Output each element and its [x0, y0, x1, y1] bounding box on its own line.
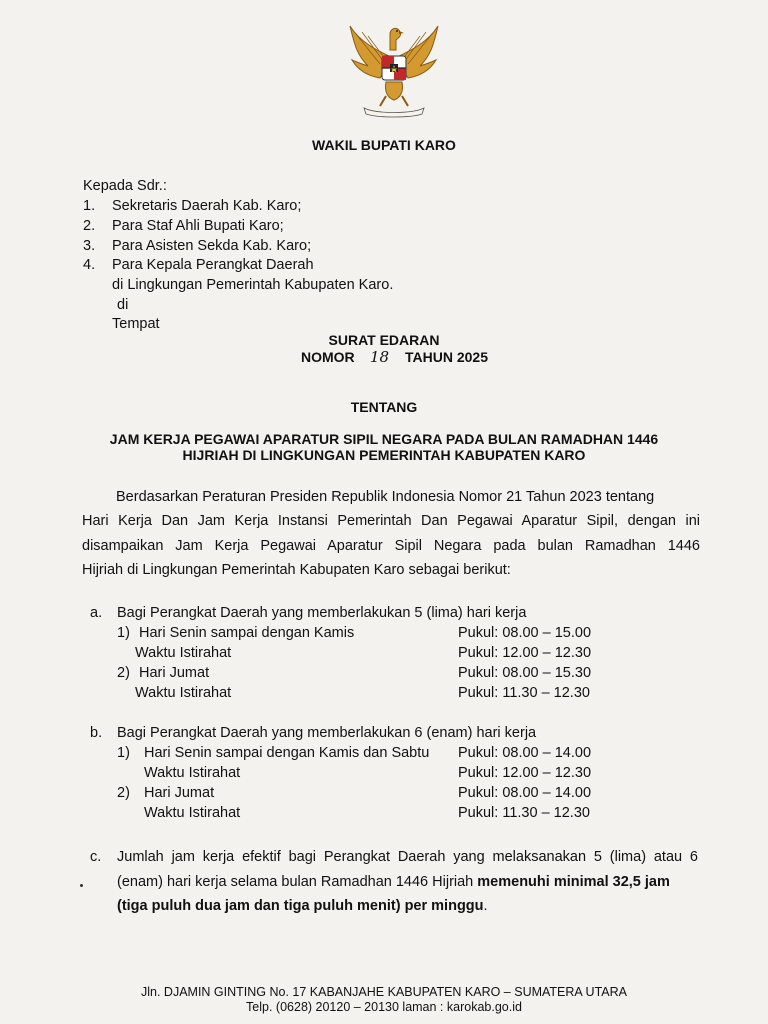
schedule-time: Pukul: 12.00 – 12.30: [458, 765, 592, 781]
recipient-item: Para Staf Ahli Bupati Karo;: [112, 218, 284, 234]
subject-line-1: JAM KERJA PEGAWAI APARATUR SIPIL NEGARA PADA BULAN RAMADHAN 1446: [109, 431, 659, 447]
section-title: Bagi Perangkat Daerah yang memberlakukan 5 (lima) hari kerja: [117, 605, 527, 621]
section-marker: b.: [90, 725, 103, 741]
schedule-number: 1): [117, 625, 130, 641]
schedule-time: Pukul: 12.00 – 12.30: [458, 645, 592, 661]
body-paragraph: [82, 485, 700, 583]
recipient-item-continuation: di Lingkungan Pemerintah Kabupaten Karo.: [112, 277, 394, 293]
letter-type: SURAT EDARAN: [328, 332, 440, 348]
section-c-line-2: [117, 874, 670, 890]
schedule-label: Hari Senin sampai dengan Kamis dan Sabtu: [144, 745, 430, 761]
recipient-tempat: Tempat: [112, 316, 160, 332]
recipient-number: 1.: [83, 198, 96, 214]
section-c-text: (enam) hari kerja selama bulan Ramadhan 1446 Hijriah: [117, 874, 478, 890]
schedule-time: Pukul: 08.00 – 14.00: [458, 745, 592, 761]
letter-number-label: NOMOR: [301, 349, 355, 365]
speck-mark: [80, 884, 83, 887]
section-c-line-3: [117, 898, 488, 914]
schedule-label: Hari Jumat: [139, 665, 210, 681]
schedule-label: Hari Senin sampai dengan Kamis: [139, 625, 355, 641]
schedule-number: 2): [117, 665, 130, 681]
schedule-time: Pukul: 08.00 – 14.00: [458, 785, 592, 801]
schedule-time: Pukul: 11.30 – 12.30: [458, 685, 590, 701]
section-marker: c.: [90, 849, 102, 865]
footer-contact: Telp. (0628) 20120 – 20130 laman : karokab.go.id: [246, 1000, 522, 1014]
schedule-number: 1): [117, 745, 130, 761]
recipient-number: 3.: [83, 238, 96, 254]
recipient-item: Para Kepala Perangkat Daerah: [112, 257, 314, 273]
section-title: Bagi Perangkat Daerah yang memberlakukan 6 (enam) hari kerja: [117, 725, 537, 741]
schedule-time: Pukul: 08.00 – 15.00: [458, 625, 592, 641]
footer-address: Jln. DJAMIN GINTING No. 17 KABANJAHE KABUPATEN KARO – SUMATERA UTARA: [141, 985, 627, 999]
recipient-number: 2.: [83, 218, 96, 234]
recipient-item: Para Asisten Sekda Kab. Karo;: [112, 238, 312, 254]
paragraph-line: disampaikan Jam Kerja Pegawai Aparatur Sipil Negara pada bulan Ramadhan 1446: [82, 537, 700, 554]
tentang-heading: TENTANG: [350, 399, 418, 415]
schedule-label: Waktu Istirahat: [144, 765, 241, 781]
recipients-intro: Kepada Sdr.:: [83, 178, 167, 194]
schedule-label: Waktu Istirahat: [135, 645, 232, 661]
schedule-time: Pukul: 11.30 – 12.30: [458, 805, 590, 821]
issuer-title: WAKIL BUPATI KARO: [312, 137, 456, 153]
section-c-emphasis: memenuhi minimal 32,5 jam: [477, 874, 670, 890]
paragraph-line: Berdasarkan Peraturan Presiden Republik Indonesia Nomor 21 Tahun 2023 tentang: [116, 489, 655, 505]
paragraph-line: Hijriah di Lingkungan Pemerintah Kabupaten Karo sebagai berikut:: [82, 562, 511, 579]
recipient-item: Sekretaris Daerah Kab. Karo;: [112, 198, 302, 214]
schedule-label: Waktu Istirahat: [135, 685, 232, 701]
recipient-number: 4.: [83, 257, 96, 273]
section-c-line-1: Jumlah jam kerja efektif bagi Perangkat Daerah yang melaksanakan 5 (lima) atau 6: [117, 849, 698, 865]
subject-line-2: HIJRIAH DI LINGKUNGAN PEMERINTAH KABUPATEN KARO: [182, 447, 586, 463]
schedule-number: 2): [117, 785, 130, 801]
schedule-label: Waktu Istirahat: [144, 805, 241, 821]
garuda-emblem-icon: [346, 20, 442, 120]
schedule-time: Pukul: 08.00 – 15.30: [458, 665, 592, 681]
section-c-text: .: [483, 898, 488, 914]
recipient-di: di: [117, 297, 129, 313]
paragraph-line: Hari Kerja Dan Jam Kerja Instansi Pemerintah Dan Pegawai Aparatur Sipil, dengan ini: [82, 513, 700, 530]
section-c-emphasis: (tiga puluh dua jam dan tiga puluh menit) per minggu: [117, 898, 484, 914]
schedule-label: Hari Jumat: [144, 785, 215, 801]
section-marker: a.: [90, 605, 103, 621]
letter-number-handwritten: 18: [370, 348, 390, 366]
letter-year: TAHUN 2025: [405, 349, 488, 365]
